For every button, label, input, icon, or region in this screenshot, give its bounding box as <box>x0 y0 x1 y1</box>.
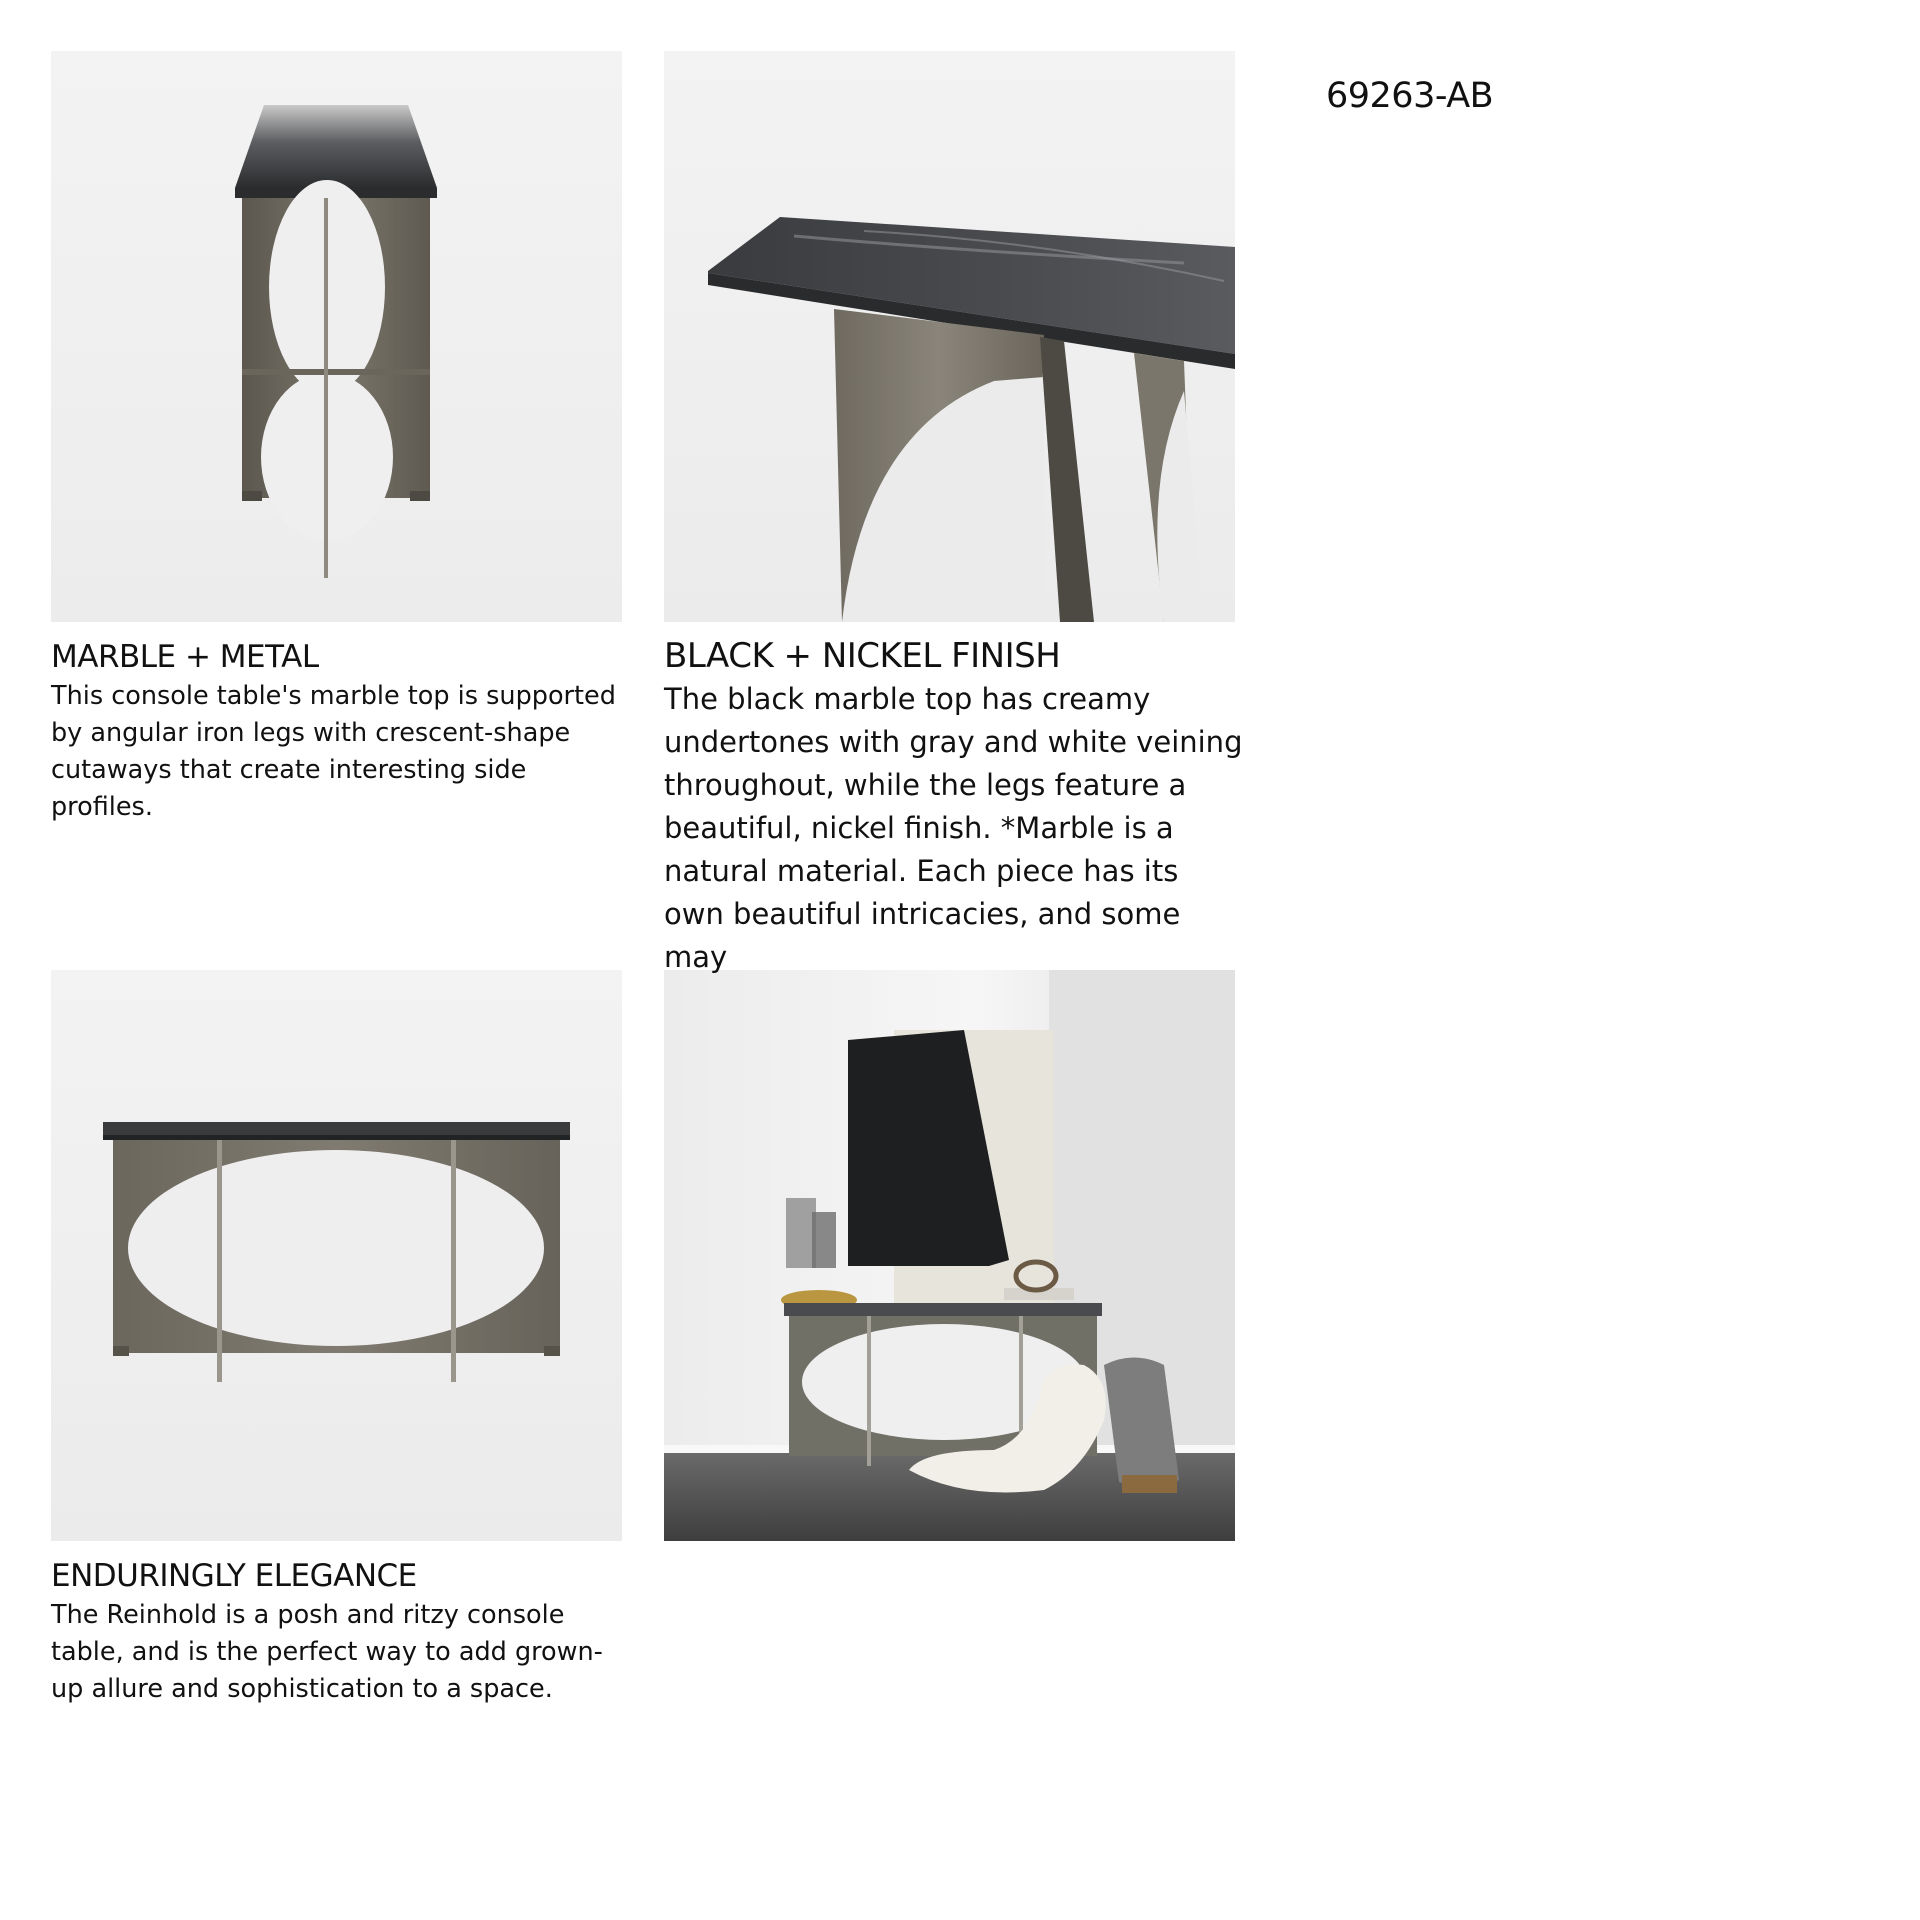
feature-title: BLACK + NICKEL FINISH <box>664 636 1061 676</box>
feature-title: MARBLE + METAL <box>51 639 319 675</box>
marble-closeup-illustration <box>664 51 1235 622</box>
front-view-illustration <box>51 970 622 1541</box>
feature-description: The black marble top has creamy undertones with gray and white veining throughout, while the legs feature a beautiful, nickel finish. *Marble is a natural material. Each piece has its own beautiful intricacies, and some may <box>664 682 1243 974</box>
sku-label: 69263-AB <box>1326 76 1494 116</box>
feature-description: The Reinhold is a posh and ritzy console table, and is the perfect way to add grown-up allure and sophistication to a space. <box>51 1600 603 1704</box>
side-view-photo <box>51 51 622 622</box>
feature-description: This console table's marble top is supported by angular iron legs with crescent-shape cutaways that create interesting side profiles. <box>51 681 616 822</box>
side-view-illustration <box>51 51 622 622</box>
room-scene-photo <box>664 970 1235 1541</box>
feature-block-marble-metal <box>51 636 631 826</box>
room-scene-illustration <box>664 970 1235 1541</box>
feature-title: ENDURINGLY ELEGANCE <box>51 1558 417 1594</box>
feature-block-black-nickel <box>664 634 1244 974</box>
feature-block-enduringly-elegance <box>51 1555 631 1708</box>
marble-closeup-photo <box>664 51 1235 622</box>
front-view-photo <box>51 970 622 1541</box>
